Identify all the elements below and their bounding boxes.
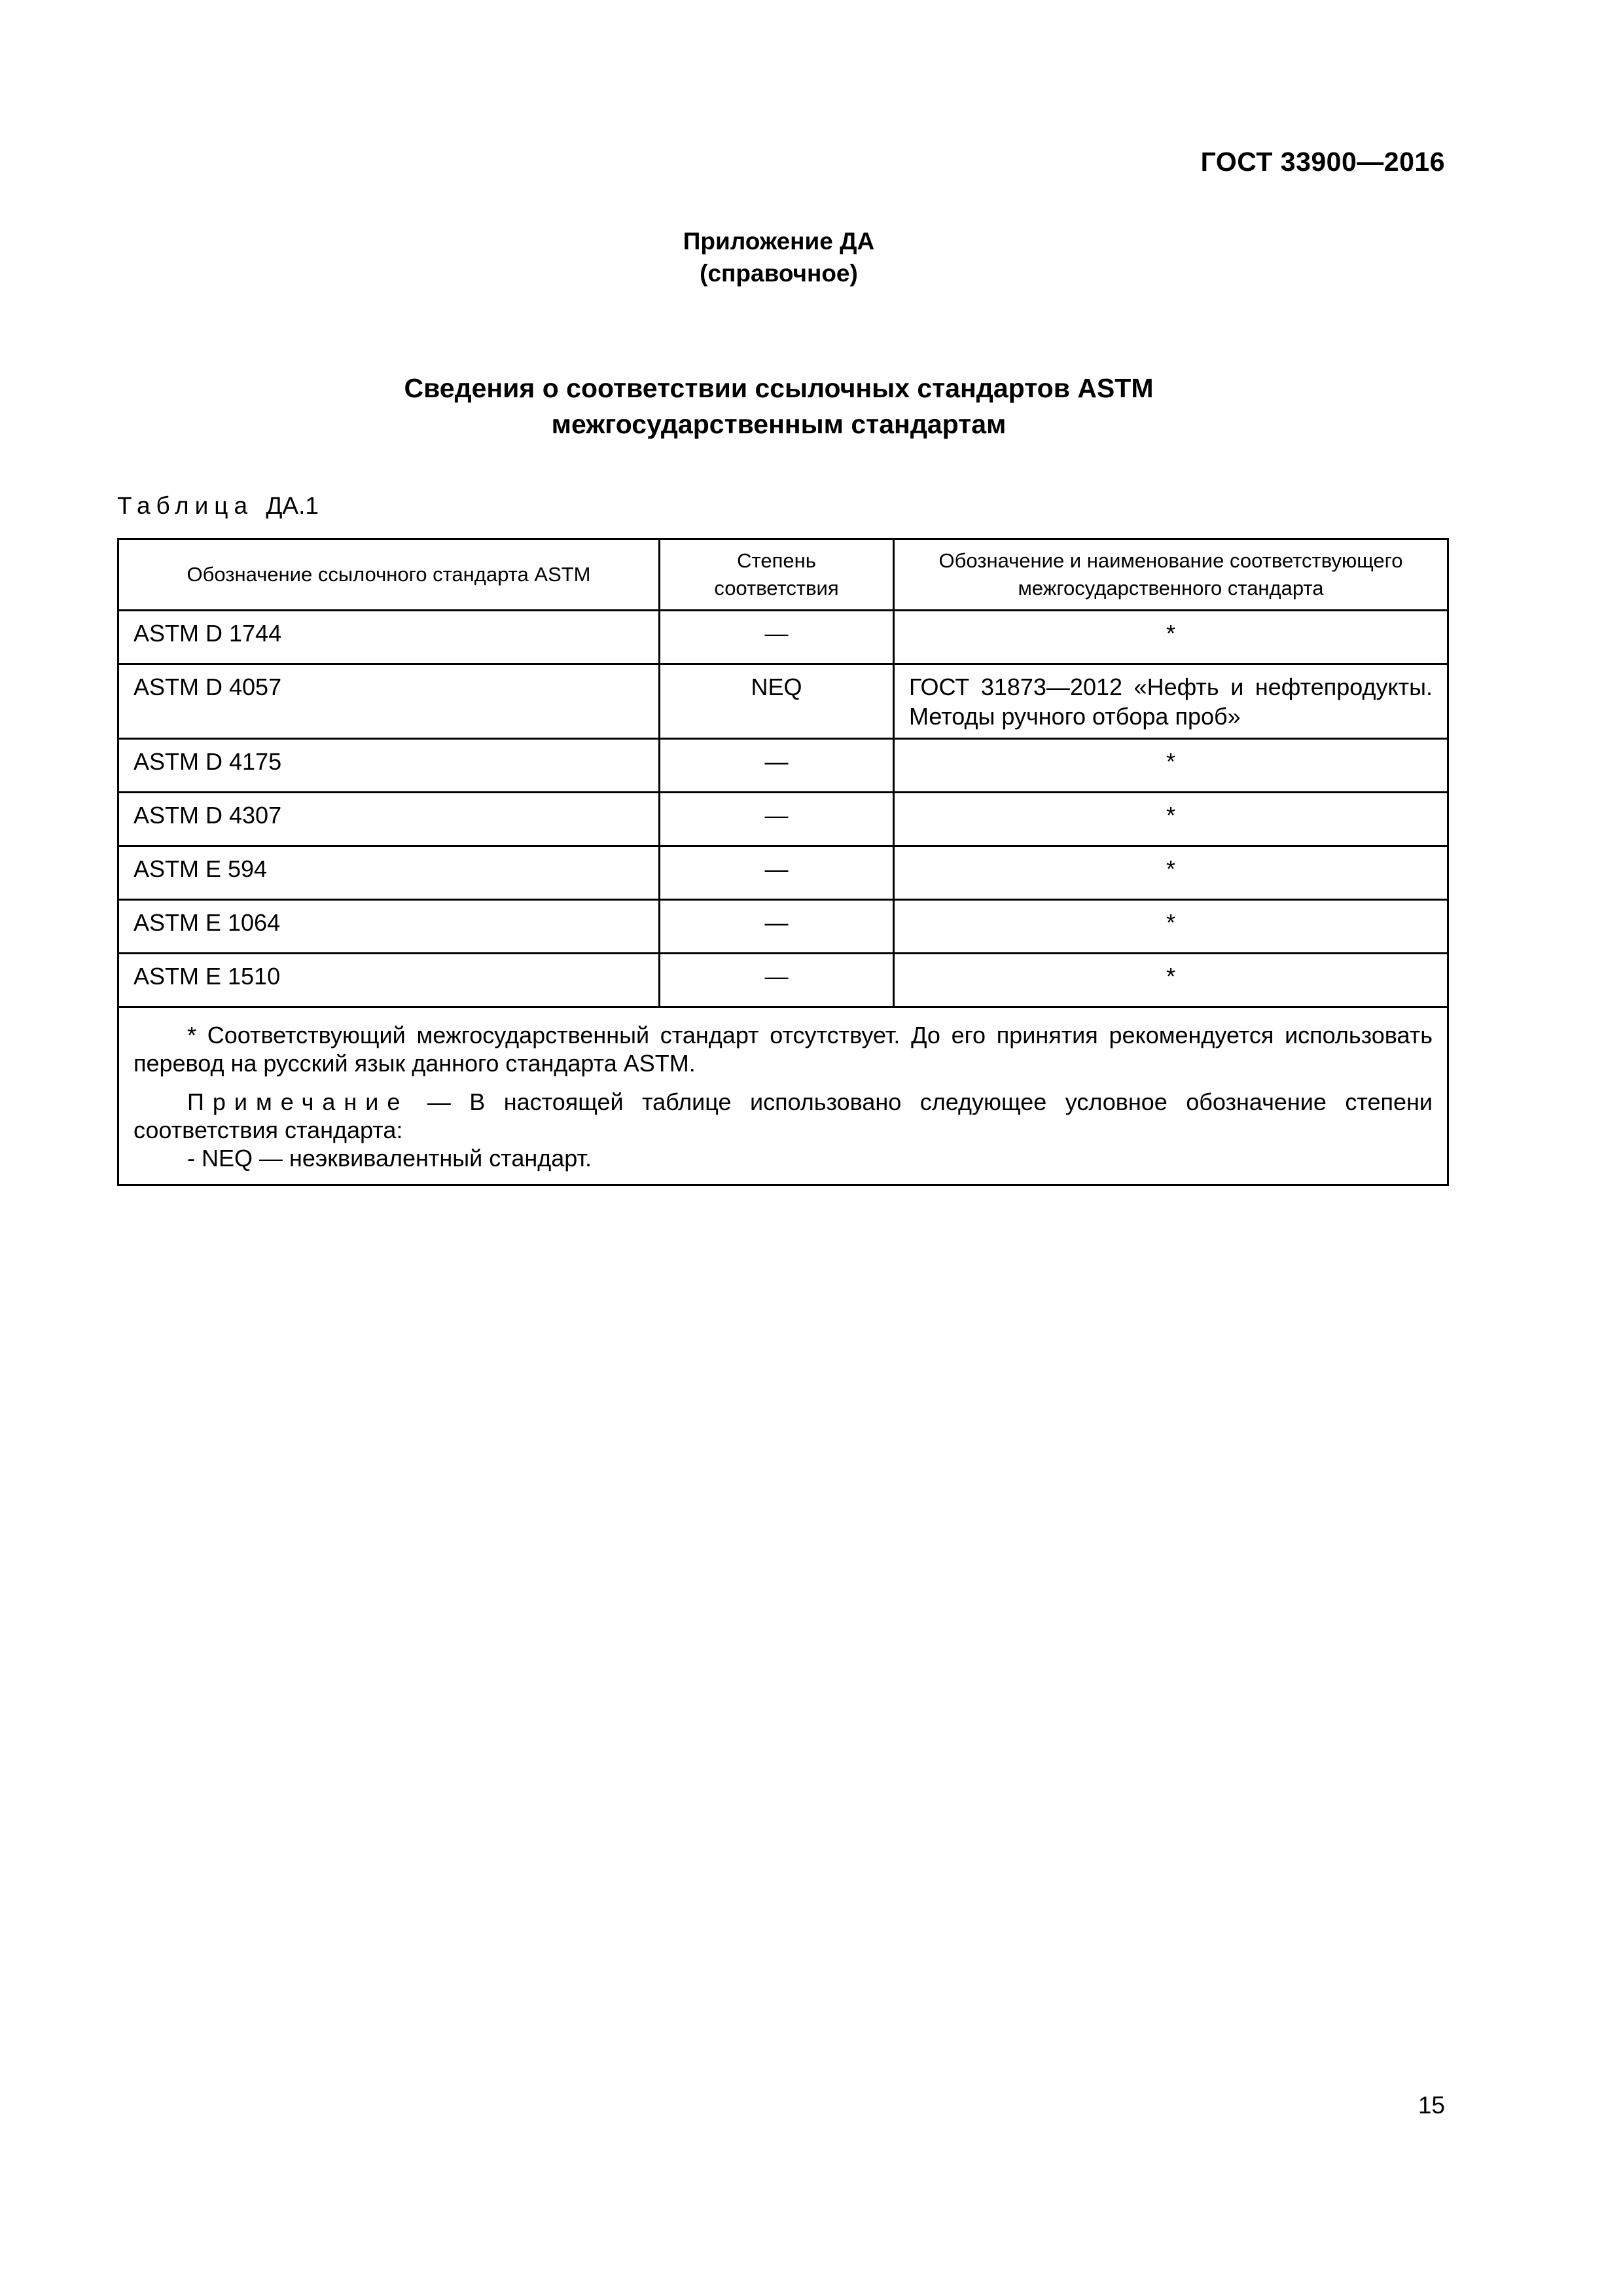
cell-gost: * [894,900,1448,954]
header-astm: Обозначение ссылочного стандарта ASTM [118,539,660,611]
note-item: - NEQ — неэквивалентный стандарт. [187,1145,592,1172]
cell-degree: — [660,793,894,846]
cell-gost: * [894,611,1448,664]
cell-gost: * [894,793,1448,846]
section-title [0,370,1558,442]
section-title-line-2: межгосударственным стандартам [551,409,1007,439]
cell-astm: ASTM E 594 [118,846,660,900]
cell-degree: NEQ [660,664,894,739]
table-row [118,793,1448,846]
cell-astm: ASTM E 1510 [118,954,660,1007]
cell-astm: ASTM D 4175 [118,739,660,793]
table-row [118,739,1448,793]
table-row [118,900,1448,954]
table-header-row [118,539,1448,611]
table-footnote: * Соответствующий межгосударственный стандарт отсутствует. До его принятия рекомендуется использовать перевод на русский язык данного стандарта ASTM. [134,1022,1433,1077]
header-gost: Обозначение и наименование соответствующего межгосударственного стандарта [894,539,1448,611]
table-caption-number: ДА.1 [266,492,319,519]
cell-degree: — [660,739,894,793]
table-row [118,846,1448,900]
cell-degree: — [660,846,894,900]
appendix-title: Приложение ДА [683,228,875,255]
table-caption [117,492,319,520]
cell-gost: * [894,954,1448,1007]
note-label: Примечание [187,1088,409,1115]
cell-astm: ASTM E 1064 [118,900,660,954]
appendix-heading [0,225,1558,289]
cell-astm: ASTM D 4307 [118,793,660,846]
correspondence-table [117,538,1449,1186]
cell-degree: — [660,900,894,954]
table-notes-row [118,1007,1448,1185]
table-row [118,664,1448,739]
cell-gost: ГОСТ 31873—2012 «Нефть и нефтепродукты. Методы ручного отбора проб» [894,664,1448,739]
cell-gost: * [894,739,1448,793]
cell-gost: * [894,846,1448,900]
cell-degree: — [660,611,894,664]
appendix-type: (справочное) [700,260,858,287]
note-text: — В настоящей таблице использовано следующее условное обозначение степени соответствия стандарта: [134,1088,1433,1143]
document-code: ГОСТ 33900—2016 [1200,147,1445,177]
table-row [118,954,1448,1007]
header-degree: Степень соответствия [660,539,894,611]
cell-astm: ASTM D 4057 [118,664,660,739]
table-caption-label: Таблица [117,492,254,519]
table-row [118,611,1448,664]
table-note [134,1088,1433,1144]
table-notes [118,1007,1448,1185]
cell-astm: ASTM D 1744 [118,611,660,664]
cell-degree: — [660,954,894,1007]
page-number: 15 [1418,2092,1445,2119]
section-title-line-1: Сведения о соответствии ссылочных стандартов ASTM [404,373,1154,403]
